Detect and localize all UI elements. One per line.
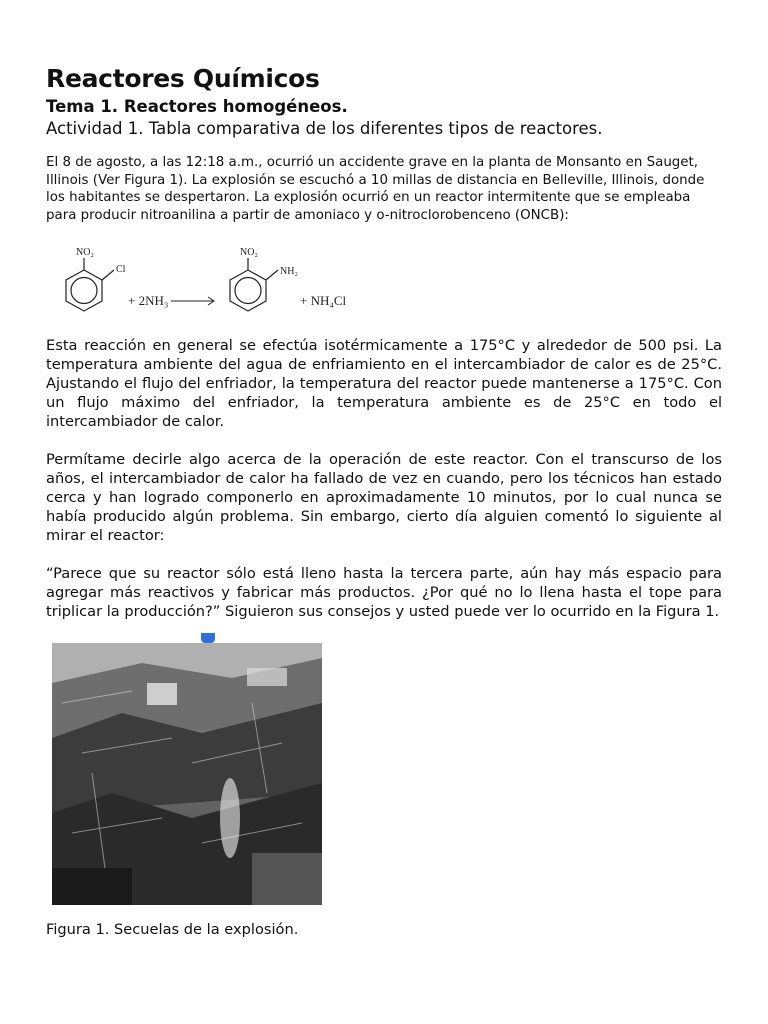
byproduct-label: + NH₄Cl xyxy=(300,293,347,309)
figure-1 xyxy=(52,643,322,905)
reaction-scheme xyxy=(46,230,366,336)
explosion-aftermath-photo xyxy=(52,643,322,905)
document-page xyxy=(46,62,722,939)
paragraph-conditions: Esta reacción en general se efectúa isotérmicamente a 175°C y alrededor de 500 psi. La temperatura ambiente del agua de enfriamiento en el intercambiador de calor es de 25°C. Ajustando el flujo del enfriador, la temperatura del reactor puede mantenerse a 175°C. Con un flujo máximo del enfriador, la temperatura ambiente es de 25°C en todo el intercambiador de calor. xyxy=(46,337,722,431)
product-no2-label: NO₂ xyxy=(240,247,258,259)
document-title: Reactores Químicos xyxy=(46,64,320,93)
reactant-no2-label: NO₂ xyxy=(76,247,94,259)
topic-heading: Tema 1. Reactores homogéneos. xyxy=(46,97,348,116)
figure-caption: Figura 1. Secuelas de la explosión. xyxy=(46,921,299,939)
reactant-molecule xyxy=(66,258,114,311)
intro-paragraph: El 8 de agosto, a las 12:18 a.m., ocurrió un accidente grave en la planta de Monsanto en Sauget, Illinois (Ver Figura 1). La explosión se escuchó a 10 millas de distancia en Belleville, Illinois, donde los habitantes se despertaron. La explosión ocurrió en un reactor intermitente que se empleaba para producir nitroanilina a partir de amoniaco y o-nitroclorobenceno (ONCB): xyxy=(46,155,705,223)
reagent-label: + 2NH₃ xyxy=(128,293,169,309)
reaction-arrow-icon xyxy=(171,297,214,305)
product-nh2-label: NH₂ xyxy=(280,266,298,278)
anchor-marker-icon xyxy=(201,633,215,643)
paragraph-operation: Permítame decirle algo acerca de la operación de este reactor. Con el transcurso de los años, el intercambiador de calor ha fallado de vez en cuando, pero los técnicos han estado cerca y han logrado componerlo en aproximadamente 10 minutos, por lo cual nunca se había producido algún problema. Sin embargo, cierto día alguien comentó lo siguiente al mirar el reactor: xyxy=(46,451,722,545)
reactant-cl-label: Cl xyxy=(116,264,126,276)
paragraph-quote: “Parece que su reactor sólo está lleno hasta la tercera parte, aún hay más espacio para agregar más reactivos y fabricar más productos. ¿Por qué no lo llena hasta el tope para triplicar la producción?” Siguieron sus consejos y usted puede ver lo ocurrido en la Figura 1. xyxy=(46,565,722,621)
activity-heading: Actividad 1. Tabla comparativa de los diferentes tipos de reactores. xyxy=(46,119,603,138)
product-molecule xyxy=(230,258,278,311)
